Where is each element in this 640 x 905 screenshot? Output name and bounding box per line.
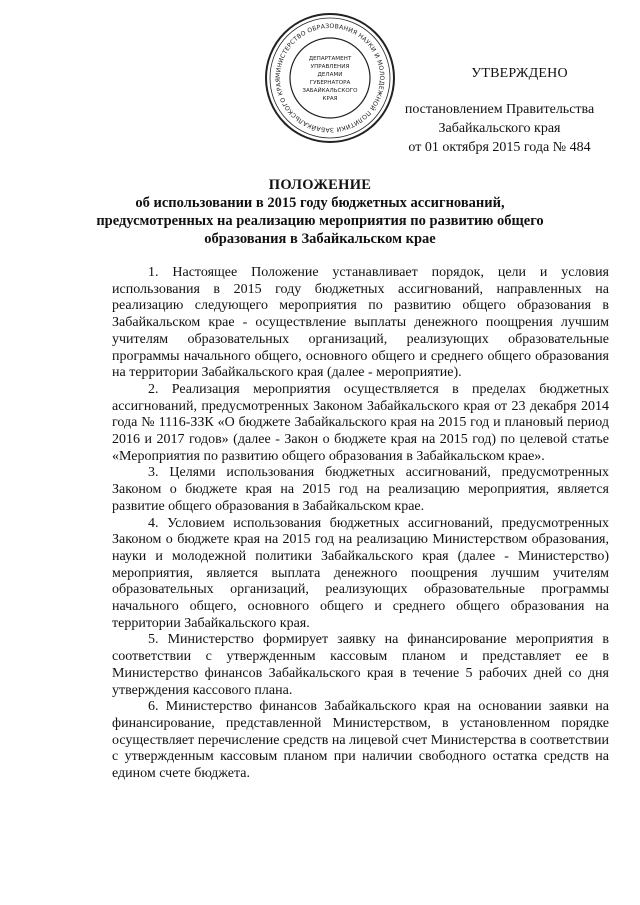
title-line: образования в Забайкальском крае: [204, 231, 436, 247]
paragraph: 6. Министерство финансов Забайкальского края на основании заявки на финансирование, представленной Министерством, в установленном порядке осуществляет перечисление средств на лицевой счет Министерства в соответствии с утвержденным кассовым планом при наличии свободного остатка средств на едином счете бюджета.: [112, 699, 609, 782]
seal-center-line: КРАЯ: [322, 96, 338, 102]
approval-line: Забайкальского края: [438, 121, 561, 136]
approval-line: постановлением Правительства: [404, 102, 595, 117]
approval-block: [392, 64, 607, 157]
document-title: [90, 176, 550, 248]
official-seal: [262, 10, 398, 146]
seal-center-line: ДЕЛАМИ: [317, 72, 343, 78]
seal-center-line: ЗАБАЙКАЛЬСКОГО: [302, 88, 358, 94]
seal-center-line: УПРАВЛЕНИЯ: [310, 64, 350, 70]
seal-ring-text: МИНИСТЕРСТВО ОБРАЗОВАНИЯ НАУКИ И МОЛОДЕЖНОЙ ПОЛИТИКИ ЗАБАЙКАЛЬСКОГО КРАЯ: [274, 22, 386, 134]
paragraph: 2. Реализация мероприятия осуществляется в пределах бюджетных ассигнований, предусмотренных Законом Забайкальского края от 23 декабря 2014 года № 1116-ЗЗК «О бюджете Забайкальского края на 2015 год и плановый период 2016 и 2017 годов» (далее - Закон о бюджете края на 2015 год) по целевой статье «Мероприятия по развитию общего образования в Забайкальском крае».: [112, 381, 609, 464]
document-body: [112, 265, 609, 783]
paragraph: 3. Целями использования бюджетных ассигнований, предусмотренных Законом о бюджете края на 2015 год на реализацию мероприятия, является развитие общего образования в Забайкальском крае.: [112, 465, 609, 514]
title-line: об использовании в 2015 году бюджетных ассигнований,: [135, 195, 505, 211]
paragraph: 5. Министерство формирует заявку на финансирование мероприятия в соответствии с утвержденным кассовым планом и представляет ее в Министерство финансов Забайкальского края в течение 5 рабочих дней со дня утверждения кассового плана.: [112, 632, 609, 698]
approval-line: от 01 октября 2015 года № 484: [408, 140, 591, 155]
title-main: ПОЛОЖЕНИЕ: [268, 177, 372, 193]
seal-center-line: ДЕПАРТАМЕНТ: [308, 56, 352, 62]
title-line: предусмотренных на реализацию мероприятия по развитию общего: [96, 213, 544, 229]
paragraph: 4. Условием использования бюджетных ассигнований, предусмотренных Законом о бюджете края на 2015 год на реализацию Министерством образования, науки и молодежной политики Забайкальского края (далее - Министерство) мероприятия, является выплата денежного поощрения лучшим учителям образовательных организаций, реализующих образовательные программы начального общего, основного общего и среднего общего образования на территории Забайкальского края.: [112, 515, 609, 631]
seal-graphic: [262, 10, 398, 146]
paragraph: 1. Настоящее Положение устанавливает порядок, цели и условия использования в 2015 году бюджетных ассигнований, направленных на реализацию следующего мероприятия по развитию общего образования в Забайкальском крае - осуществление выплаты денежного поощрения лучшим учителям образовательных организаций, реализующих образовательные программы начального общего, основного общего и среднего общего образования на территории Забайкальского края (далее - мероприятие).: [112, 265, 609, 381]
approval-heading: УТВЕРЖДЕНО: [471, 66, 568, 81]
seal-center-line: ГУБЕРНАТОРА: [309, 80, 351, 86]
